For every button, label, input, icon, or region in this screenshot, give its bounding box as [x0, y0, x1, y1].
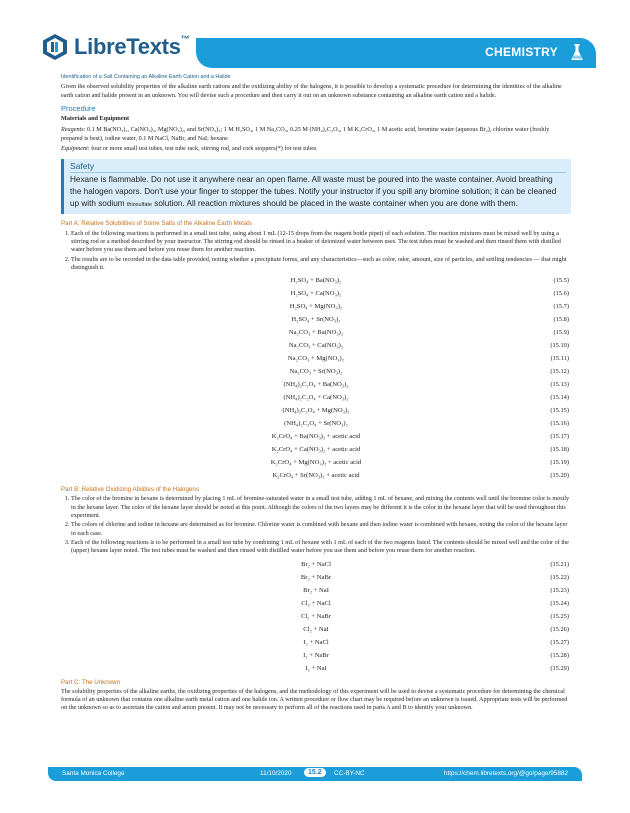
equation-row	[61, 339, 571, 352]
equation-row	[61, 404, 571, 417]
equation-row	[61, 274, 571, 287]
part-a-heading: Part A: Relative Solubilities of Some Salts of the Alkaline Earth Metals	[61, 220, 252, 228]
equation-number: (15.22)	[550, 573, 569, 581]
equation-expression: K₂CrO₄ + Sr(NO₃)₂ + acetic acid	[272, 472, 360, 480]
list-item: 1. The color of the bromine in hexane is determined by placing 1 mL of bromine-saturated water in a small test tube, adding 1 mL of hexane, and mixing the contents well until the bromine color is mostly in the hexane layer. The color of the hexane layer should be noted at this point. Although the colors of the two layers may be different it is the color in the hexane layer that will be used throughout this experiment.	[71, 495, 571, 520]
equation-expression: (NH₄)₂C₂O₄ + Ca(NO₃)₂	[283, 394, 349, 402]
equation-number: (15.15)	[550, 407, 569, 415]
equation-expression: Na₂CO₃ + Ba(NO₃)₂	[288, 329, 344, 337]
equation-row	[61, 365, 571, 378]
part-a-steps	[61, 230, 571, 272]
equation-expression: I₂ + NaI	[305, 664, 327, 672]
equation-expression: Br₂ + NaCl	[301, 560, 331, 568]
list-item: 2. The colors of chlorine and iodine in hexane are determined as for bromine. Chlorine water is combined with hexane and then iodine water is combined with hexane, noting the color of the hexane layer in each case.	[71, 521, 571, 538]
equation-expression: H₂SO₄ + Mg(NO₃)₂	[289, 303, 343, 311]
breadcrumb[interactable]: Identification of a Salt Containing an Alkaline Earth Cation and a Halide	[61, 74, 231, 80]
footer-institution: Santa Monica College	[62, 770, 125, 777]
equation-expression: Cl₂ + NaI	[303, 625, 329, 633]
equation-number: (15.8)	[553, 316, 569, 324]
chemistry-banner[interactable]	[196, 38, 596, 68]
equation-row	[61, 391, 571, 404]
equation-expression: K₂CrO₄ + Ba(NO₃)₂ + acetic acid	[271, 433, 361, 441]
equation-number: (15.16)	[550, 420, 569, 428]
equation-expression: (NH₄)₂C₂O₄ + Mg(NO₃)₂	[282, 407, 350, 415]
libretexts-logo[interactable]	[42, 33, 189, 61]
equation-expression: H₂SO₄ + Ba(NO₃)₂	[290, 277, 342, 285]
flask-icon	[570, 43, 584, 61]
equation-expression: K₂CrO₄ + Mg(NO₃)₂ + acetic acid	[270, 459, 362, 467]
equation-row	[61, 558, 571, 571]
equation-row	[61, 597, 571, 610]
equation-number: (15.25)	[550, 612, 569, 620]
equation-number: (15.21)	[550, 560, 569, 568]
materials-heading: Materials and Equipment	[61, 115, 130, 123]
equation-number: (15.23)	[550, 586, 569, 594]
equation-number: (15.10)	[550, 342, 569, 350]
equation-row	[61, 287, 571, 300]
equation-row	[61, 352, 571, 365]
part-c-heading: Part C: The Unknown	[61, 678, 121, 686]
procedure-heading: Procedure	[61, 103, 96, 113]
reagents-paragraph: Reagents: 0.1 M Ba(NO₃)₂, Ca(NO₃)₂, Mg(NO₃)₂, and Sr(NO₃)₂; 1 M H₂SO₄, 1 M Na₂CO₃, 0.25 M (NH₄)₂C₂O₄, 1 M K₂CrO₄, 1 M acetic acid, bromine water (aqueous Br₂), chlorine water (freshly prepared is best), iodine water, 0.1 M NaCl, NaBr, and NaI; hexane	[61, 126, 550, 142]
equation-expression: I₂ + NaCl	[303, 638, 329, 646]
equation-row	[61, 649, 571, 662]
list-item: 3. Each of the following reactions is to be performed in a small test tube by combining 1 mL of hexane with 1 mL of each of the two reagents listed. The contents should be mixed well and the color of the (upper) hexane layer noted. The test tubes must be washed and then rinsed with distilled water before you use them and before you reuse them for another reaction.	[71, 539, 571, 556]
safety-box	[61, 159, 571, 214]
equation-expression: H₂SO₄ + Sr(NO₃)₂	[291, 316, 341, 324]
list-item: 1. Each of the following reactions is performed in a small test tube, using about 1 mL (12-15 drops from the reagent bottle pipet) of each solution. The reaction mixtures must be mixed well by using a stirring rod or a method described by your instructor. The stirring rod should be rinsed in a beaker of deionized water between uses. The test tubes must be washed and then rinsed them with distilled water before you use them and before you reuse them for another reaction.	[71, 230, 571, 255]
page-header	[0, 0, 630, 82]
equation-row	[61, 456, 571, 469]
equation-expression: Na₂CO₃ + Ca(NO₃)₂	[288, 342, 344, 350]
equation-row	[61, 584, 571, 597]
equation-number: (15.20)	[550, 472, 569, 480]
footer-date: 11/10/2020	[260, 770, 292, 777]
equation-row	[61, 623, 571, 636]
equation-expression: Br₂ + NaBr	[300, 573, 332, 581]
equation-number: (15.17)	[550, 433, 569, 441]
part-a-equations	[61, 274, 571, 482]
equation-row	[61, 443, 571, 456]
equation-row	[61, 430, 571, 443]
equation-number: (15.29)	[550, 664, 569, 672]
equation-expression: Na₂CO₃ + Mg(NO₃)₂	[287, 355, 345, 363]
equation-expression: Br₂ + NaI	[303, 586, 329, 594]
equation-number: (15.13)	[550, 381, 569, 389]
equipment-paragraph: Equipment: four or more small test tubes, test tube rack, stirring rod, and cork stoppers(*) for test tubes	[61, 145, 317, 153]
equation-number: (15.7)	[553, 303, 569, 311]
equation-number: (15.9)	[553, 329, 569, 337]
equation-row	[61, 326, 571, 339]
equation-number: (15.14)	[550, 394, 569, 402]
main-content	[61, 73, 571, 715]
equation-row	[61, 300, 571, 313]
logo-text: LibreTexts™	[74, 34, 190, 59]
part-b-steps	[61, 495, 571, 555]
part-c-paragraph: The solubility properties of the alkaline earths, the oxidizing properties of the halogens, and the methodology of this experiment will be used to devise a systematic procedure for determining the chemical formula of an unknown that contains one alkaline earth metal cation and one halide ion. A written procedure or flow chart may be required before an unknown is issued. Appropriate tests will be performed on the unknown so as to ascertain the cation and anion present. It may not be necessary to perform all of the reactions used in parts A and B to identify your unknown.	[61, 687, 568, 712]
page-footer	[48, 767, 582, 781]
equation-row	[61, 469, 571, 482]
equation-row	[61, 378, 571, 391]
equation-expression: H₂SO₄ + Ca(NO₃)₂	[290, 290, 342, 298]
equation-expression: (NH₄)₂C₂O₄ + Sr(NO₃)₂	[284, 420, 348, 428]
equation-row	[61, 662, 571, 675]
equation-expression: Cl₂ + NaBr	[301, 612, 331, 620]
equation-number: (15.27)	[550, 638, 569, 646]
equation-number: (15.19)	[550, 459, 569, 467]
equation-row	[61, 610, 571, 623]
equation-expression: K₂CrO₄ + Ca(NO₃)₂ + acetic acid	[271, 446, 361, 454]
equation-expression: (NH₄)₂C₂O₄ + Ba(NO₃)₂	[283, 381, 349, 389]
libretexts-hex-icon	[42, 33, 68, 61]
footer-url[interactable]: https://chem.libretexts.org/@go/page/95882	[443, 770, 568, 777]
equation-row	[61, 417, 571, 430]
list-item: 2. The results are to be recorded in the data table provided, noting whether a precipitate forms, and any characteristics—such as color, odor, amount, size of particles, and settling tendencies — that might distinguish it.	[71, 256, 571, 273]
equation-row	[61, 313, 571, 326]
equation-expression: Cl₂ + NaCl	[301, 599, 331, 607]
equation-number: (15.12)	[550, 368, 569, 376]
equation-number: (15.28)	[550, 651, 569, 659]
part-b-equations	[61, 558, 571, 675]
safety-body: Hexane is flammable. Do not use it anywhere near an open flame. All waste must be poured into the waste container. Avoid breathing the halogen vapors. Don't use your finger to stopper the tubes. Notify your instructor if you spill any bromine solution; it can be cleaned up with sodium thiosulfate solution. All reaction mixtures should be placed in the waste container when you are done with them.	[70, 175, 557, 209]
safety-title: Safety	[70, 161, 566, 173]
part-b-heading: Part B: Relative Oxidizing Abilities of the Halogens	[61, 486, 199, 494]
equation-number: (15.24)	[550, 599, 569, 607]
equation-row	[61, 571, 571, 584]
equation-number: (15.11)	[550, 355, 569, 363]
equation-number: (15.26)	[550, 625, 569, 633]
banner-title: CHEMISTRY	[485, 45, 558, 59]
footer-license[interactable]: CC-BY-NC	[334, 770, 365, 777]
equation-expression: I₂ + NaBr	[303, 651, 329, 659]
footer-page-number: 15.2	[304, 768, 326, 777]
intro-paragraph: Given the observed solubility properties of the alkaline earth cations and the oxidizing ability of the halogens, it is possible to develop a systematic procedure for determining the identities of the alkaline earth cation and halide present in an unknown. You will devise such a procedure and then carry it out on an unknown substance containing an alkaline earth cation and a halide.	[61, 83, 562, 99]
equation-row	[61, 636, 571, 649]
equation-number: (15.18)	[550, 446, 569, 454]
equation-number: (15.6)	[553, 290, 569, 298]
equation-expression: Na₂CO₃ + Sr(NO₃)₂	[289, 368, 343, 376]
equation-number: (15.5)	[553, 277, 569, 285]
